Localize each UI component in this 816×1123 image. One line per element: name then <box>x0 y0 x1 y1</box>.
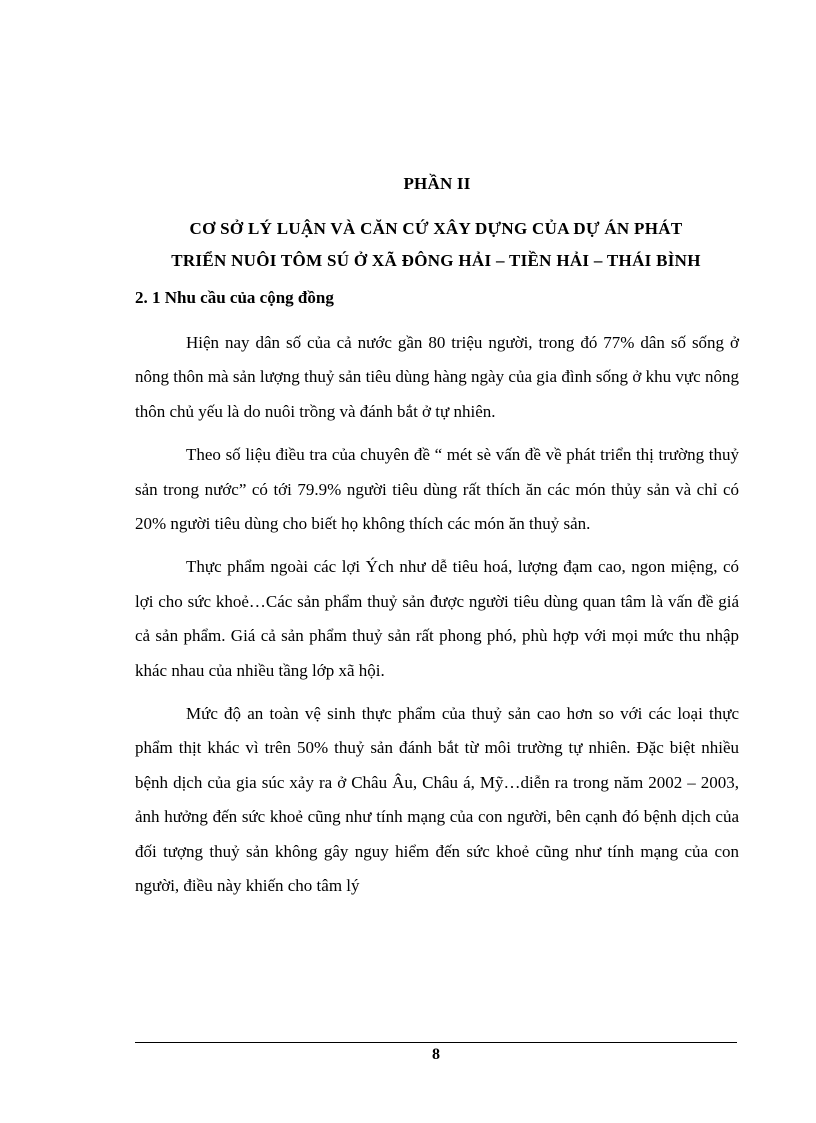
paragraph-4: Mức độ an toàn vệ sinh thực phẩm của thuỷ sản cao hơn so với các loại thực phẩm thịt khác vì trên 50% thuỷ sản đánh bắt từ môi trường tự nhiên. Đặc biệt nhiều bệnh dịch của gia súc xảy ra ở Châu Âu, Châu á, Mỹ…diễn ra trong năm 2002 – 2003, ảnh hưởng đến sức khoẻ cũng như tính mạng của con người, bên cạnh đó bệnh dịch của đối tượng thuỷ sản không gây nguy hiểm đến sức khoẻ cũng như tính mạng của con người, điều này khiến cho tâm lý <box>135 704 739 896</box>
body-text <box>135 326 739 913</box>
paragraph-3: Thực phẩm ngoài các lợi Ých như dễ tiêu hoá, lượng đạm cao, ngon miệng, có lợi cho sức khoẻ…Các sản phẩm thuỷ sản được người tiêu dùng quan tâm là vấn đề giá cả sản phẩm. Giá cả sản phẩm thuỷ sản rất phong phó, phù hợp với mọi mức thu nhập khác nhau của nhiều tầng lớp xã hội. <box>135 557 739 680</box>
part-label: PHẦN II <box>403 174 471 193</box>
paragraph-1: Hiện nay dân số của cả nước gần 80 triệu người, trong đó 77% dân số sống ở nông thôn mà sản lượng thuỷ sản tiêu dùng hàng ngày của gia đình sống ở khu vực nông thôn chủ yếu là do nuôi trồng và đánh bắt ở tự nhiên. <box>135 333 739 421</box>
chapter-title-line-2: TRIỂN NUÔI TÔM SÚ Ở XÃ ĐÔNG HẢI – TIỀN HẢI – THÁI BÌNH <box>171 251 701 270</box>
page-number: 8 <box>432 1046 440 1063</box>
section-heading: 2. 1 Nhu cầu của cộng đồng <box>135 288 334 307</box>
paragraph-2: Theo số liệu điều tra của chuyên đề “ mét sè vấn đề về phát triển thị trường thuỷ sản trong nước” có tới 79.9% người tiêu dùng rất thích ăn các món thủy sản và chỉ có 20% người tiêu dùng cho biết họ không thích các món ăn thuỷ sản. <box>135 445 739 534</box>
chapter-title <box>130 213 742 277</box>
footer-divider <box>135 1042 737 1043</box>
chapter-title-line-1: CƠ SỞ LÝ LUẬN VÀ CĂN CỨ XÂY DỰNG CỦA DỰ ÁN PHÁT <box>189 219 683 238</box>
